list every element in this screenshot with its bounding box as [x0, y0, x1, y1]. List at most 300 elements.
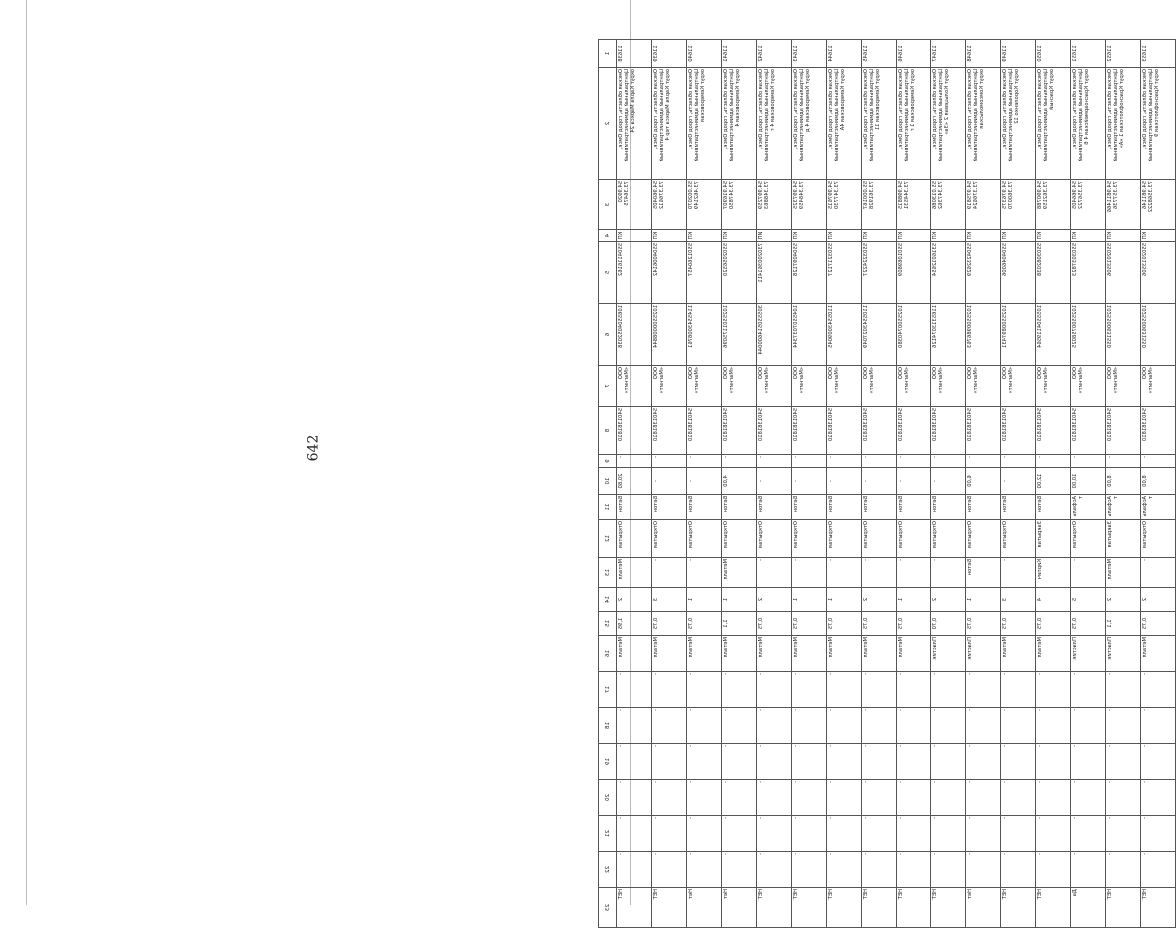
table-cell: Омская область, город Омск, Центральный административный округ Кемеровская 4: [721, 67, 756, 179]
table-body: [598, 39, 1175, 927]
table-cell: Открытая: [896, 519, 931, 557]
table-cell: -: [861, 467, 896, 494]
table-cell: 5504046006: [1000, 241, 1035, 303]
table-cell: 5401381810: [1105, 406, 1140, 454]
table-cell: -: [1000, 779, 1035, 815]
table-cell: -: [896, 815, 931, 851]
table-cell: -: [651, 671, 686, 707]
table-cell: Металл: [651, 635, 686, 671]
table-cell: 11651: [1070, 39, 1105, 67]
table-cell: НЕТ: [651, 887, 686, 927]
table-cell: Металл: [1000, 635, 1035, 671]
table-cell: Открытая: [826, 519, 861, 557]
table-cell: Металл: [1140, 635, 1175, 671]
table-cell: КП: [791, 229, 826, 241]
table-row: [861, 39, 896, 927]
table-cell: Открытая: [1000, 519, 1035, 557]
table-cell: КП: [686, 229, 721, 241]
table-row: [1140, 39, 1175, 927]
table-cell: КП: [1070, 229, 1105, 241]
table-cell: 5401381810: [896, 406, 931, 454]
table-cell: -: [651, 815, 686, 851]
table-cell: 5504232629: [965, 241, 1000, 303]
table-row: [686, 39, 721, 927]
table-cell: 8,00: [1105, 467, 1140, 494]
table-cell: -: [1035, 707, 1070, 743]
table-cell: -: [1140, 743, 1175, 779]
table-cell: Открытая: [756, 519, 791, 557]
table-cell: 0,70: [930, 611, 965, 635]
table-cell: НЕТ: [826, 887, 861, 927]
table-cell: -: [1035, 743, 1070, 779]
table-cell: -: [686, 815, 721, 851]
table-cell: 9: [598, 454, 616, 467]
table-cell: Бетон: [861, 494, 896, 519]
table-cell: 0,75: [1140, 611, 1175, 635]
table-row: [1105, 39, 1140, 927]
table-cell: Омская область, город Омск, Центральный административный округ Кемеровская 11: [861, 67, 896, 179]
table-cell: Металл: [721, 557, 756, 587]
table-cell: КП: [1105, 229, 1140, 241]
table-cell: 22: [598, 851, 616, 887]
table-cell: Асфальт: [1070, 494, 1105, 519]
table-cell: КП: [616, 229, 651, 241]
table-cell: -: [651, 467, 686, 494]
table-cell: Омская область, город Омск, Центральный административный округ Красноармейская 4 б: [1070, 67, 1105, 179]
table-cell: -: [930, 557, 965, 587]
table-cell: 5502013506: [1140, 241, 1175, 303]
table-cell: КП: [896, 229, 931, 241]
table-cell: -: [1000, 815, 1035, 851]
table-cell: 1025501175096: [721, 303, 756, 365]
table-cell: 5503037823: [1070, 241, 1105, 303]
table-cell: Пластик: [930, 635, 965, 671]
table-cell: -: [616, 815, 651, 851]
table-cell: НЕТ: [896, 887, 931, 927]
table-cell: -: [1070, 707, 1105, 743]
table-cell: 0,75: [686, 611, 721, 635]
table-cell: 10: [598, 467, 616, 494]
table-cell: 11639: [651, 39, 686, 67]
table-cell: НЕТ: [1140, 887, 1175, 927]
table-cell: 0,75: [1035, 611, 1070, 635]
table-cell: -: [756, 815, 791, 851]
table-cell: -: [616, 743, 651, 779]
table-cell: 11644: [826, 39, 861, 67]
table-cell: 0,75: [1070, 611, 1105, 635]
table-cell: Открытая: [861, 519, 896, 557]
table-cell: 1: [826, 587, 861, 611]
table-cell: -: [896, 779, 931, 815]
table-cell: КП: [1000, 229, 1035, 241]
page-number: 642: [305, 434, 322, 462]
table-cell: 1: [686, 587, 721, 611]
table-cell: 2: [861, 587, 896, 611]
table-row: [756, 39, 791, 927]
table-cell: Бетон: [756, 494, 791, 519]
table-cell: -: [791, 851, 826, 887]
table-cell: 1055504119564: [1035, 303, 1070, 365]
table-cell: Омская область, город Омск, Центральный административный округ Карла Маркса 24: [616, 67, 651, 179]
table-cell: 5401381810: [616, 406, 651, 454]
table-cell: -: [616, 671, 651, 707]
table-cell: НЕТ: [930, 887, 965, 927]
table-cell: Бетон: [826, 494, 861, 519]
table-cell: 1025500986763: [965, 303, 1000, 365]
table-cell: 11647: [930, 39, 965, 67]
table-cell: 1025500758025: [1070, 303, 1105, 365]
table-cell: -: [791, 779, 826, 815]
table-cell: -: [721, 779, 756, 815]
table-cell: ООО «Магнит»: [791, 365, 826, 406]
table-cell: -: [1105, 815, 1140, 851]
table-cell: ООО «Магнит»: [1070, 365, 1105, 406]
table-cell: 1,95: [616, 611, 651, 635]
table-cell: Бетон: [1035, 494, 1070, 519]
table-cell: КП: [721, 229, 756, 241]
table-cell: Омская область, город Омск, Центральный административный округ Кемеровская 4 д: [791, 67, 826, 179]
table-cell: 5502056520: [721, 241, 756, 303]
table-cell: 54.990788 73.362159: [1035, 179, 1070, 229]
table-cell: ИП: [756, 229, 791, 241]
table-cell: Омская область, город Омск, Центральный административный округ Комсомольская: [965, 67, 1000, 179]
table-cell: -: [756, 851, 791, 887]
table-cell: 5503224227: [861, 241, 896, 303]
table-cell: -: [651, 851, 686, 887]
table-cell: Металл: [721, 635, 756, 671]
table-cell: -: [965, 743, 1000, 779]
table-cell: -: [896, 707, 931, 743]
table-cell: 5501260457: [686, 241, 721, 303]
table-cell: 1105543009045: [826, 303, 861, 365]
table-cell: 11653: [1140, 39, 1175, 67]
table-cell: Закрытая: [1035, 519, 1070, 557]
table-cell: ООО «Магнит»: [616, 365, 651, 406]
table-cell: -: [965, 671, 1000, 707]
table-row: [721, 39, 756, 927]
table-cell: ООО «Магнит»: [686, 365, 721, 406]
registry-table: [598, 39, 1176, 928]
table-cell: -: [756, 743, 791, 779]
table-cell: -: [686, 671, 721, 707]
table-cell: 54.966405 73.356722: [1070, 179, 1105, 229]
table-cell: Пластик: [1105, 635, 1140, 671]
table-cell: Омская область, город Омск, Центральный административный округ Красный: [1035, 67, 1070, 179]
table-cell: -: [791, 743, 826, 779]
table-cell: -: [651, 707, 686, 743]
table-cell: 54.981146 73.3568222: [1140, 179, 1175, 229]
table-cell: ООО «Магнит»: [651, 365, 686, 406]
table-cell: Да: [1070, 887, 1105, 927]
table-cell: -: [861, 707, 896, 743]
table-cell: -: [1105, 779, 1140, 815]
table-cell: 1025500631550: [1140, 303, 1175, 365]
table-cell: -: [826, 557, 861, 587]
table-cell: -: [896, 851, 931, 887]
table-cell: ООО «Магнит»: [965, 365, 1000, 406]
table-cell: -: [721, 454, 756, 467]
table-cell: 1: [896, 587, 931, 611]
table-cell: Металл: [826, 635, 861, 671]
table-cell: -: [1070, 743, 1105, 779]
table-cell: Открытая: [1070, 519, 1105, 557]
table-cell: 0,75: [861, 611, 896, 635]
table-cell: -: [1105, 851, 1140, 887]
table-cell: 1045507037344: [791, 303, 826, 365]
table-cell: Нет: [686, 887, 721, 927]
table-cell: 1065504052038: [616, 303, 651, 365]
table-cell: -: [826, 815, 861, 851]
table-cell: ООО «Магнит»: [896, 365, 931, 406]
table-cell: 55.013086 73.347362: [930, 179, 965, 229]
table-cell: 5504097128: [791, 241, 826, 303]
table-cell: -: [1000, 707, 1035, 743]
table-cell: -: [1035, 815, 1070, 851]
table-cell: Открытая: [930, 519, 965, 557]
table-cell: -: [896, 454, 931, 467]
table-cell: Металл: [861, 635, 896, 671]
table-cell: 1: [791, 587, 826, 611]
table-cell: 21: [598, 815, 616, 851]
table-cell: -: [930, 467, 965, 494]
table-cell: -: [791, 454, 826, 467]
table-cell: 5401381810: [1140, 406, 1175, 454]
table-cell: -: [896, 671, 931, 707]
table-cell: -: [826, 779, 861, 815]
table-cell: -: [756, 557, 791, 587]
table-cell: 6: [598, 303, 616, 365]
table-cell: Открытая: [651, 519, 686, 557]
table-cell: -: [861, 743, 896, 779]
table-cell: -: [1140, 454, 1175, 467]
table-cell: 54.9811466 73.357736: [1105, 179, 1140, 229]
table-cell: 11640: [686, 39, 721, 67]
table-cell: Металл: [896, 635, 931, 671]
table-cell: -: [1035, 779, 1070, 815]
table-cell: 11649: [1000, 39, 1035, 67]
table-cell: КП: [861, 229, 896, 241]
table-cell: 54.997615 73.347730: [826, 179, 861, 229]
table-cell: -: [1070, 671, 1105, 707]
table-cell: Бетон: [616, 494, 651, 519]
table-cell: 1025500897431: [1000, 303, 1035, 365]
table-cell: 54.998815 73.344531: [896, 179, 931, 229]
table-cell: -: [861, 557, 896, 587]
table-row: [965, 39, 1000, 927]
table-cell: Металл: [686, 635, 721, 671]
table-cell: 1: [598, 39, 616, 67]
table-cell: -: [826, 851, 861, 887]
table-cell: 20,80: [616, 467, 651, 494]
table-cell: 1,1: [721, 611, 756, 635]
table-cell: -: [686, 557, 721, 587]
table-cell: 4: [598, 229, 616, 241]
table-cell: 5: [1070, 587, 1105, 611]
table-cell: 23: [598, 887, 616, 927]
table-cell: 1,1: [1105, 611, 1140, 635]
table-cell: -: [616, 779, 651, 815]
table-cell: 54.975819 73.376624: [965, 179, 1000, 229]
table-cell: -: [1000, 557, 1035, 587]
table-cell: 11648: [965, 39, 1000, 67]
table-cell: 7: [598, 365, 616, 406]
table-cell: Асфальт: [1140, 494, 1175, 519]
table-cell: 2: [616, 587, 651, 611]
table-cell: 1145543008761: [686, 303, 721, 365]
table-cell: Бетон: [896, 494, 931, 519]
table-cell: 5401381810: [651, 406, 686, 454]
table-row: [791, 39, 826, 927]
table-cell: 5401381810: [721, 406, 756, 454]
table-cell: 12: [598, 519, 616, 557]
table-cell: Металл: [1035, 635, 1070, 671]
table-cell: -: [651, 743, 686, 779]
table-cell: -: [721, 815, 756, 851]
table-cell: -: [965, 815, 1000, 851]
table-cell: Омская область, город Омск, Центральный административный округ Кемеровская 1 г: [896, 67, 931, 179]
table-cell: Омская область, город Омск, Центральный административный округ Кольцевая 2 «За»: [930, 67, 965, 179]
table-cell: 1: [965, 587, 1000, 611]
table-cell: -: [686, 851, 721, 887]
table-cell: -: [721, 743, 756, 779]
table-cell: -: [930, 851, 965, 887]
table-cell: 2: [756, 587, 791, 611]
table-cell: КП: [826, 229, 861, 241]
table-cell: 20: [598, 779, 616, 815]
table-cell: -: [826, 671, 861, 707]
table-cell: -: [616, 707, 651, 743]
table-cell: -: [930, 707, 965, 743]
table-row: [896, 39, 931, 927]
table-cell: -: [965, 454, 1000, 467]
table-cell: -: [791, 467, 826, 494]
table-cell: КП: [1035, 229, 1070, 241]
table-cell: 13: [598, 557, 616, 587]
table-cell: 55.000167 73.361928: [861, 179, 896, 229]
table-cell: ООО «Магнит»: [1000, 365, 1035, 406]
table-row: [930, 39, 965, 927]
table-cell: 5501069809: [896, 241, 931, 303]
table-cell: 8: [598, 406, 616, 454]
table-cell: 11646: [896, 39, 931, 67]
table-cell: -: [930, 454, 965, 467]
header-row: [598, 39, 616, 927]
table-cell: -: [1140, 815, 1175, 851]
table-cell: 4,00: [721, 467, 756, 494]
table-cell: -: [1035, 851, 1070, 887]
table-cell: -: [930, 779, 965, 815]
table-cell: Пластик: [965, 635, 1000, 671]
table-cell: 14: [598, 587, 616, 611]
table-cell: -: [965, 851, 1000, 887]
table-cell: НЕТ: [861, 887, 896, 927]
table-cell: -: [930, 815, 965, 851]
table-cell: 5401381810: [1035, 406, 1070, 454]
table-cell: ООО «Магнит»: [721, 365, 756, 406]
table-cell: -: [861, 851, 896, 887]
table-cell: -: [1000, 851, 1035, 887]
table-cell: 5401381810: [756, 406, 791, 454]
table-cell: 54.997259 73.348863: [756, 179, 791, 229]
scan-margin-line: [26, 0, 27, 905]
table-cell: ООО «Магнит»: [930, 365, 965, 406]
table-cell: Нет: [721, 887, 756, 927]
table-cell: НЕТ: [616, 887, 651, 927]
table-cell: -: [1000, 467, 1035, 494]
table-row: [1000, 39, 1035, 927]
table-cell: ООО «Магнит»: [861, 365, 896, 406]
table-cell: Металл: [791, 635, 826, 671]
table-cell: Бетон: [791, 494, 826, 519]
table-cell: 11650: [1035, 39, 1070, 67]
table-cell: 0,75: [756, 611, 791, 635]
table-cell: -: [721, 707, 756, 743]
table-cell: Металл: [616, 557, 651, 587]
table-cell: КП: [1140, 229, 1175, 241]
table-cell: ООО «Магнит»: [826, 365, 861, 406]
table-cell: Открытая: [616, 519, 651, 557]
table-cell: 0,75: [651, 611, 686, 635]
table-cell: -: [756, 454, 791, 467]
table-cell: -: [616, 851, 651, 887]
table-cell: -: [896, 557, 931, 587]
table-cell: -: [756, 671, 791, 707]
table-cell: 1025500631550: [1105, 303, 1140, 365]
table-cell: -: [616, 454, 651, 467]
table-cell: Омская область, город Омск, Центральный административный округ Короленко 12: [1000, 67, 1035, 179]
table-cell: 1025500008844: [651, 303, 686, 365]
table-cell: -: [861, 454, 896, 467]
table-cell: 0,75: [791, 611, 826, 635]
table-cell: Открытая: [1140, 519, 1175, 557]
table-cell: Открытая: [686, 519, 721, 557]
table-cell: Омская область, город Омск, Центральный административный округ Кемеровская 4А: [826, 67, 861, 179]
table-cell: -: [1070, 557, 1105, 587]
table-cell: 0,75: [965, 611, 1000, 635]
table-row: [651, 39, 686, 927]
table-cell: Омская область, город Омск, Центральный административный округ Краснофлотская 1 «А»: [1105, 67, 1140, 179]
table-cell: -: [1035, 454, 1070, 467]
table-cell: -: [896, 467, 931, 494]
table-cell: -: [965, 779, 1000, 815]
table-cell: Пластик: [1070, 635, 1105, 671]
table-cell: 18: [598, 707, 616, 743]
table-cell: 5401381810: [861, 406, 896, 454]
table-cell: -: [1000, 454, 1035, 467]
table-cell: НЕТ: [1035, 887, 1070, 927]
table-cell: -: [1070, 454, 1105, 467]
table-row: [826, 39, 861, 927]
table-cell: -: [1140, 779, 1175, 815]
table-row: [616, 39, 651, 927]
table-cell: -: [791, 707, 826, 743]
table-cell: 5401381810: [826, 406, 861, 454]
table-cell: КП: [651, 229, 686, 241]
table-cell: 5503082038: [1035, 241, 1070, 303]
table-cell: 5401381810: [1070, 406, 1105, 454]
table-cell: -: [1105, 743, 1140, 779]
table-cell: 5316012654: [930, 241, 965, 303]
table-cell: 11: [598, 494, 616, 519]
table-cell: 11643: [791, 39, 826, 67]
table-cell: -: [651, 454, 686, 467]
table-cell: 5401381810: [930, 406, 965, 454]
table-cell: 5: [598, 241, 616, 303]
table-row: [1070, 39, 1105, 927]
table-cell: -: [1140, 557, 1175, 587]
table-cell: Металл: [616, 635, 651, 671]
table-cell: -: [1070, 815, 1105, 851]
